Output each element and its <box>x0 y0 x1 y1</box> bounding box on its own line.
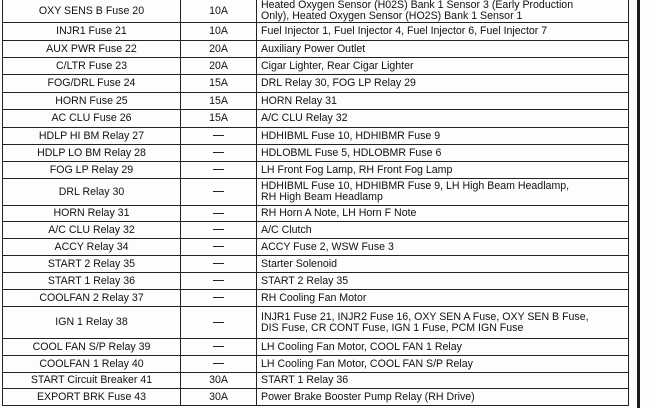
usage-line: START 1 Relay 36 <box>261 374 349 386</box>
rating-cell <box>181 222 257 239</box>
usage-cell <box>257 373 629 389</box>
usage-line: HDHIBML Fuse 10, HDHIBMR Fuse 9, LH High Beam Headlamp, <box>261 180 570 192</box>
table-row <box>3 389 629 406</box>
table-row <box>3 145 629 162</box>
table-row <box>3 222 629 239</box>
table-row <box>3 162 629 179</box>
usage-line: Only), Heated Oxygen Sensor (HO2S) Bank 1 Sensor 1 <box>261 10 523 22</box>
usage-line: A/C CLU Relay 32 <box>261 112 348 124</box>
table-row <box>3 75 629 93</box>
dash-mark <box>213 152 224 153</box>
component-name-cell: COOLFAN 2 Relay 37 <box>3 290 181 307</box>
rating-cell: 20A <box>181 58 257 75</box>
dash-mark <box>213 169 224 170</box>
usage-line: Starter Solenoid <box>261 257 337 270</box>
dash-mark <box>213 297 224 298</box>
usage-line: DIS Fuse, CR CONT Fuse, IGN 1 Fuse, PCM IGN Fuse <box>261 321 524 334</box>
usage-cell <box>257 41 629 58</box>
usage-cell <box>257 389 629 406</box>
usage-line: HDHIBML Fuse 10, HDHIBMR Fuse 9 <box>261 129 441 142</box>
usage-cell <box>257 128 629 145</box>
component-name-cell: AUX PWR Fuse 22 <box>3 41 181 58</box>
rating-cell <box>181 145 257 162</box>
rating-cell <box>181 356 257 373</box>
table-row <box>3 290 629 307</box>
fuse-relay-table <box>2 0 629 406</box>
table-row <box>3 23 629 41</box>
component-name-cell: C/LTR Fuse 23 <box>3 58 181 75</box>
usage-cell <box>257 93 629 110</box>
usage-line: RH Cooling Fan Motor <box>261 291 367 304</box>
table-row <box>3 339 629 356</box>
usage-cell <box>257 58 629 75</box>
table-row <box>3 0 629 23</box>
rating-cell: 30A <box>181 389 257 406</box>
component-name-cell: HORN Relay 31 <box>3 206 181 222</box>
table-row <box>3 373 629 389</box>
usage-cell <box>257 222 629 239</box>
usage-line: A/C Clutch <box>261 223 312 236</box>
usage-cell <box>257 356 629 373</box>
component-name-cell: COOL FAN S/P Relay 39 <box>3 339 181 356</box>
rating-cell <box>181 290 257 307</box>
component-name-cell: START Circuit Breaker 41 <box>3 373 181 389</box>
usage-cell <box>257 162 629 179</box>
usage-line: LH Front Fog Lamp, RH Front Fog Lamp <box>261 163 453 176</box>
rating-cell: 15A <box>181 93 257 110</box>
rating-cell <box>181 239 257 256</box>
component-name-cell: START 1 Relay 36 <box>3 273 181 290</box>
rating-cell: 10A <box>181 23 257 41</box>
table-row <box>3 93 629 110</box>
usage-cell <box>257 75 629 93</box>
usage-line: DRL Relay 30, FOG LP Relay 29 <box>261 77 416 89</box>
rating-cell <box>181 179 257 206</box>
dash-mark <box>213 213 224 214</box>
component-name-cell: A/C CLU Relay 32 <box>3 222 181 239</box>
usage-line: START 2 Relay 35 <box>261 274 349 287</box>
usage-cell <box>257 290 629 307</box>
rating-cell: 30A <box>181 373 257 389</box>
table-row <box>3 356 629 373</box>
component-name-cell: START 2 Relay 35 <box>3 256 181 273</box>
usage-cell <box>257 206 629 222</box>
usage-cell <box>257 307 629 339</box>
rating-cell <box>181 128 257 145</box>
usage-cell <box>257 273 629 290</box>
table-body <box>3 0 629 406</box>
component-name-cell: HDLP HI BM Relay 27 <box>3 128 181 145</box>
dash-mark <box>213 280 224 281</box>
component-name-cell: ACCY Relay 34 <box>3 239 181 256</box>
table-row <box>3 206 629 222</box>
component-name-cell: FOG/DRL Fuse 24 <box>3 75 181 93</box>
table-row <box>3 239 629 256</box>
dash-mark <box>213 322 224 323</box>
dash-mark <box>213 246 224 247</box>
rating-cell: 15A <box>181 75 257 93</box>
usage-cell <box>257 256 629 273</box>
rating-cell: 15A <box>181 110 257 128</box>
table-row <box>3 110 629 128</box>
table-row <box>3 179 629 206</box>
component-name-cell: EXPORT BRK Fuse 43 <box>3 389 181 406</box>
usage-cell <box>257 239 629 256</box>
page-edge-border <box>637 0 640 408</box>
dash-mark <box>213 135 224 136</box>
usage-line: Power Brake Booster Pump Relay (RH Drive) <box>261 390 475 403</box>
component-name-cell: IGN 1 Relay 38 <box>3 307 181 339</box>
rating-cell <box>181 162 257 179</box>
component-name-cell: HDLP LO BM Relay 28 <box>3 145 181 162</box>
dash-mark <box>213 346 224 347</box>
rating-cell <box>181 339 257 356</box>
usage-line: LH Cooling Fan Motor, COOL FAN S/P Relay <box>261 357 473 370</box>
rating-cell <box>181 256 257 273</box>
usage-line: LH Cooling Fan Motor, COOL FAN 1 Relay <box>261 340 462 353</box>
rating-cell <box>181 307 257 339</box>
usage-line: RH Horn A Note, LH Horn F Note <box>261 207 417 219</box>
rating-cell: 10A <box>181 0 257 23</box>
usage-line: HDLOBML Fuse 5, HDLOBMR Fuse 6 <box>261 146 442 159</box>
dash-mark <box>213 263 224 264</box>
usage-cell <box>257 23 629 41</box>
rating-cell <box>181 206 257 222</box>
table-row <box>3 128 629 145</box>
table-row <box>3 307 629 339</box>
component-name-cell: INJR1 Fuse 21 <box>3 23 181 41</box>
component-name-cell: FOG LP Relay 29 <box>3 162 181 179</box>
usage-line: HORN Relay 31 <box>261 94 337 107</box>
component-name-cell: OXY SENS B Fuse 20 <box>3 0 181 23</box>
usage-line: Auxiliary Power Outlet <box>261 42 366 55</box>
component-name-cell: AC CLU Fuse 26 <box>3 110 181 128</box>
usage-line: Fuel Injector 1, Fuel Injector 4, Fuel Injector 6, Fuel Injector 7 <box>261 25 548 37</box>
rating-cell <box>181 273 257 290</box>
usage-line: Heated Oxygen Sensor (H02S) Bank 1 Sensor 3 (Early Production <box>261 0 574 11</box>
usage-cell <box>257 0 629 23</box>
usage-cell <box>257 339 629 356</box>
component-name-cell: COOLFAN 1 Relay 40 <box>3 356 181 373</box>
usage-cell <box>257 110 629 128</box>
usage-cell <box>257 179 629 206</box>
table-row <box>3 41 629 58</box>
usage-cell <box>257 145 629 162</box>
dash-mark <box>213 363 224 364</box>
table-row <box>3 58 629 75</box>
usage-line: ACCY Fuse 2, WSW Fuse 3 <box>261 240 394 253</box>
table-row <box>3 256 629 273</box>
usage-line: RH High Beam Headlamp <box>261 191 383 203</box>
dash-mark <box>213 191 224 192</box>
component-name-cell: HORN Fuse 25 <box>3 93 181 110</box>
table-row <box>3 273 629 290</box>
component-name-cell: DRL Relay 30 <box>3 179 181 206</box>
usage-line: INJR1 Fuse 21, INJR2 Fuse 16, OXY SEN A Fuse, OXY SEN B Fuse, <box>261 310 589 323</box>
usage-line: Cigar Lighter, Rear Cigar Lighter <box>261 59 414 72</box>
rating-cell: 20A <box>181 41 257 58</box>
dash-mark <box>213 229 224 230</box>
